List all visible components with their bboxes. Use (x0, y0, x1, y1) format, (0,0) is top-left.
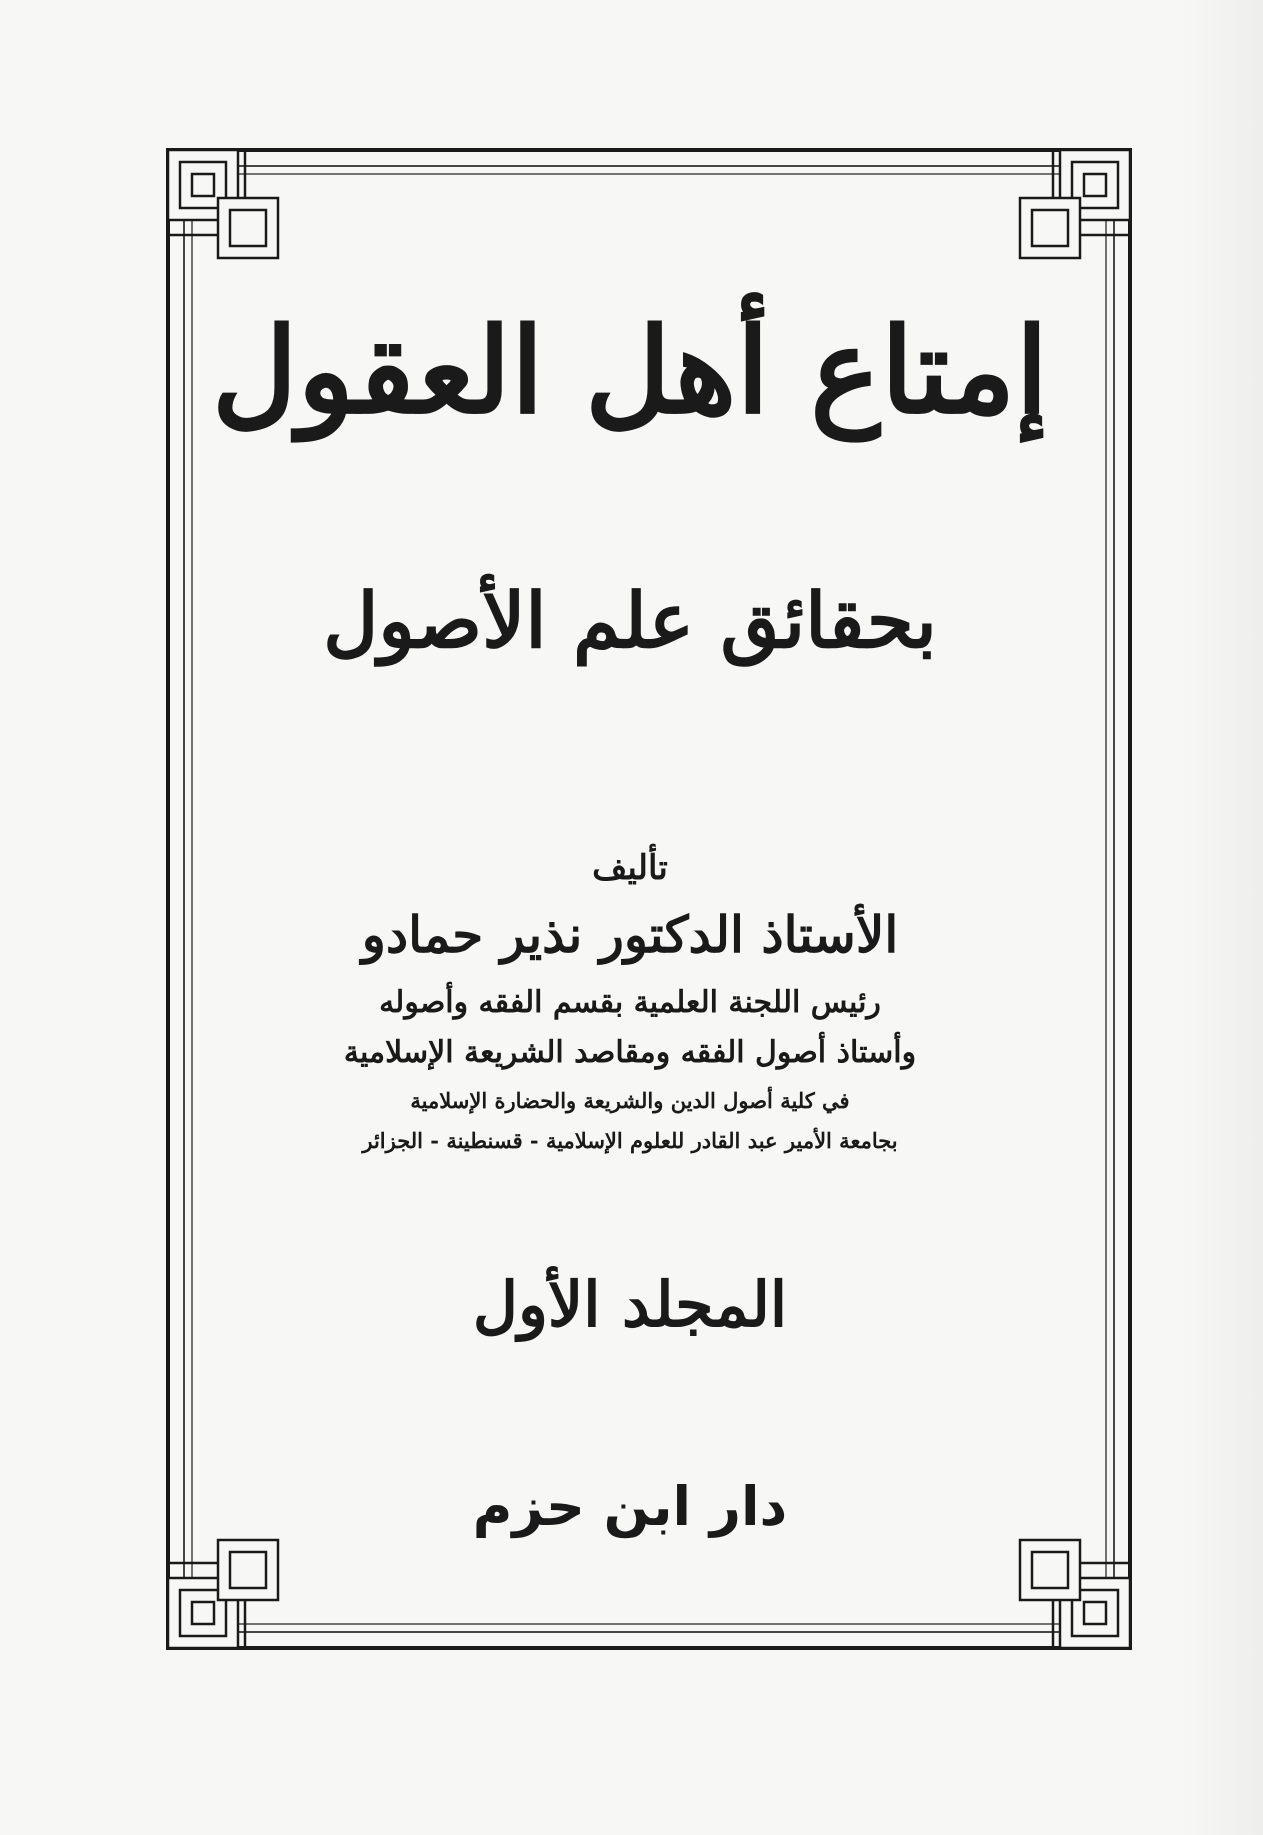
university-line: بجامعة الأمير عبد القادر للعلوم الإسلامية - قسنطينة - الجزائر (362, 1128, 898, 1153)
book-title: إمتاع أهل العقول (211, 301, 1049, 440)
book-subtitle: بحقائق علم الأصول (323, 576, 937, 665)
faculty-line: في كلية أصول الدين والشريعة والحضارة الإسلامية (410, 1088, 850, 1113)
authorship-label: تأليف (592, 848, 668, 888)
author-name: الأستاذ الدكتور نذير حمادو (361, 905, 899, 964)
publisher-name: دار ابن حزم (472, 1475, 788, 1538)
author-role-line-1: رئيس اللجنة العلمية بقسم الفقه وأصوله (379, 985, 881, 1020)
author-role-line-2: وأستاذ أصول الفقه ومقاصد الشريعة الإسلامية (343, 1035, 917, 1070)
volume-label: المجلد الأول (472, 1268, 788, 1341)
